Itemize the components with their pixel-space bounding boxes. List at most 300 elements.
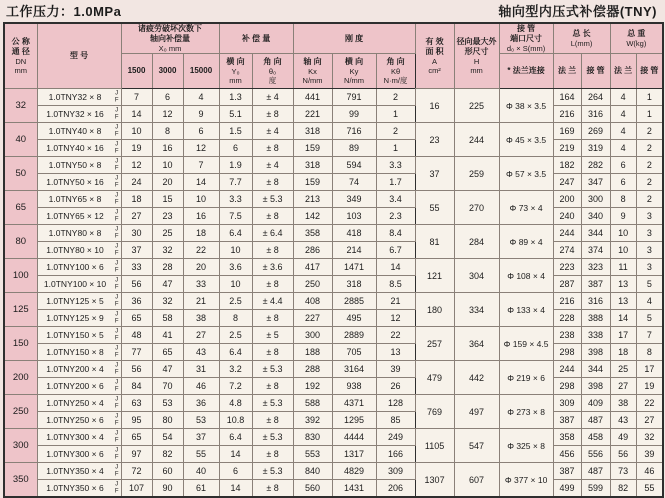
dn-cell: 100: [4, 259, 37, 293]
model-cell: [37, 276, 121, 293]
model-label: 1.0TNY40 × 16: [46, 143, 104, 154]
lateral-comp-cell: 14: [219, 446, 252, 463]
x1500-cell: 19: [121, 140, 152, 157]
header-line: θ₀: [268, 67, 277, 76]
table-row: [4, 293, 663, 310]
jf-marker: J F: [114, 346, 119, 359]
radial-dim-cell: 270: [454, 191, 499, 225]
table-row: [4, 225, 663, 242]
weight-flange-cell: 4: [610, 89, 636, 106]
header-line: 面 积: [425, 46, 444, 56]
length-pipe-cell: 344: [581, 225, 610, 242]
length-flange-cell: 240: [553, 208, 581, 225]
length-flange-cell: 216: [553, 293, 581, 310]
angular-comp-cell: ± 4.4: [252, 293, 293, 310]
x3000-cell: 25: [152, 225, 183, 242]
lateral-comp-cell: 3.2: [219, 361, 252, 378]
length-flange-cell: 228: [553, 310, 581, 327]
axial-stiffness-cell: 300: [293, 327, 332, 344]
header-line: mm: [229, 76, 242, 86]
x3000-cell: 20: [152, 174, 183, 191]
jf-marker: J F: [114, 210, 119, 223]
x1500-cell: 77: [121, 344, 152, 361]
x3000-cell: 28: [152, 259, 183, 276]
angular-comp-cell: ± 8: [252, 412, 293, 429]
angular-comp-cell: ± 4: [252, 157, 293, 174]
lateral-comp-cell: 6: [219, 463, 252, 480]
x3000-cell: 70: [152, 378, 183, 395]
x1500-cell: 65: [121, 310, 152, 327]
header-line: Y₀: [231, 67, 240, 76]
header-line: mm: [14, 66, 27, 76]
table-row: [4, 208, 663, 225]
table-row: [4, 327, 663, 344]
jf-marker: J F: [114, 193, 119, 206]
header-flange-connection: * 法兰连接: [499, 54, 553, 89]
length-flange-cell: 238: [553, 327, 581, 344]
header-weight-flange: 法 兰: [610, 54, 636, 89]
header-line: cm²: [428, 66, 441, 76]
radial-dim-cell: 547: [454, 429, 499, 463]
jf-marker: J F: [114, 431, 119, 444]
x15000-cell: 9: [183, 106, 219, 123]
header-line: 诸疲劳破坏次数下: [138, 24, 203, 33]
header-line: 角 向: [386, 57, 405, 66]
model-label: 1.0TNY32 × 8: [48, 92, 102, 103]
length-flange-cell: 358: [553, 429, 581, 446]
axial-stiffness-cell: 250: [293, 276, 332, 293]
weight-flange-cell: 9: [610, 208, 636, 225]
jf-marker: J F: [114, 91, 119, 104]
length-flange-cell: 309: [553, 395, 581, 412]
length-pipe-cell: 344: [581, 361, 610, 378]
header-total-length: [553, 23, 610, 54]
axial-stiffness-cell: 213: [293, 191, 332, 208]
header-stiffness-group: 刚 度: [293, 23, 415, 54]
lateral-comp-cell: 1.5: [219, 123, 252, 140]
header-line: 有 效: [425, 36, 444, 46]
model-cell: [37, 378, 121, 395]
weight-flange-cell: 17: [610, 327, 636, 344]
port-size-cell: Φ 57 × 3.5: [499, 157, 553, 191]
table-row: [4, 429, 663, 446]
jf-marker: J F: [114, 363, 119, 376]
table-row: [4, 446, 663, 463]
weight-flange-cell: 49: [610, 429, 636, 446]
weight-pipe-cell: 4: [636, 293, 663, 310]
angular-stiffness-cell: 13: [376, 344, 415, 361]
header-line: N/mm: [344, 76, 365, 86]
x3000-cell: 53: [152, 395, 183, 412]
axial-stiffness-cell: 588: [293, 395, 332, 412]
angular-stiffness-cell: 85: [376, 412, 415, 429]
length-pipe-cell: 323: [581, 259, 610, 276]
model-cell: [37, 242, 121, 259]
x1500-cell: 63: [121, 395, 152, 412]
angular-stiffness-cell: 1: [376, 106, 415, 123]
axial-stiffness-cell: 417: [293, 259, 332, 276]
jf-marker: J F: [114, 448, 119, 461]
weight-pipe-cell: 1: [636, 106, 663, 123]
header-line: 总 长: [572, 29, 591, 38]
table-row: [4, 106, 663, 123]
model-cell: [37, 480, 121, 498]
x3000-cell: 8: [152, 123, 183, 140]
x3000-cell: 60: [152, 463, 183, 480]
weight-flange-cell: 11: [610, 259, 636, 276]
x3000-cell: 47: [152, 361, 183, 378]
x3000-cell: 6: [152, 89, 183, 106]
area-cell: 257: [415, 327, 454, 361]
lateral-comp-cell: 10: [219, 242, 252, 259]
area-cell: 1307: [415, 463, 454, 498]
table-row: [4, 191, 663, 208]
length-pipe-cell: 398: [581, 344, 610, 361]
axial-stiffness-cell: 227: [293, 310, 332, 327]
header-line: 度: [268, 76, 277, 86]
dn-cell: 350: [4, 463, 37, 498]
weight-flange-cell: 38: [610, 395, 636, 412]
axial-stiffness-cell: 830: [293, 429, 332, 446]
weight-pipe-cell: 17: [636, 361, 663, 378]
jf-marker: J F: [114, 261, 119, 274]
x1500-cell: 37: [121, 242, 152, 259]
model-cell: [37, 191, 121, 208]
length-pipe-cell: 338: [581, 327, 610, 344]
x1500-cell: 36: [121, 293, 152, 310]
x15000-cell: 38: [183, 310, 219, 327]
jf-marker: J F: [114, 278, 119, 291]
angular-comp-cell: ± 5.3: [252, 429, 293, 446]
x15000-cell: 43: [183, 344, 219, 361]
table-row: [4, 242, 663, 259]
angular-stiffness-cell: 249: [376, 429, 415, 446]
header-line: A: [432, 56, 438, 66]
model-cell: [37, 106, 121, 123]
axial-stiffness-cell: 159: [293, 174, 332, 191]
angular-comp-cell: ± 4: [252, 123, 293, 140]
table-row: [4, 310, 663, 327]
jf-marker: J F: [114, 295, 119, 308]
x15000-cell: 55: [183, 446, 219, 463]
table-row: [4, 89, 663, 106]
x15000-cell: 12: [183, 140, 219, 157]
length-pipe-cell: 347: [581, 174, 610, 191]
angular-comp-cell: ± 8: [252, 378, 293, 395]
length-flange-cell: 298: [553, 378, 581, 395]
lateral-comp-cell: 10: [219, 276, 252, 293]
model-label: 1.0TNY100 × 6: [46, 262, 104, 273]
lateral-stiffness-cell: 495: [332, 310, 376, 327]
header-line: 接 管: [516, 24, 536, 33]
x15000-cell: 31: [183, 361, 219, 378]
lateral-comp-cell: 6: [219, 140, 252, 157]
weight-pipe-cell: 22: [636, 395, 663, 412]
angular-stiffness-cell: 39: [376, 361, 415, 378]
angular-comp-cell: ± 5: [252, 327, 293, 344]
table-row: [4, 140, 663, 157]
model-cell: [37, 89, 121, 106]
product-title: 轴向型内压式补偿器(TNY): [498, 4, 657, 19]
header-line: N·m/度: [383, 76, 408, 86]
length-pipe-cell: 340: [581, 208, 610, 225]
x1500-cell: 18: [121, 191, 152, 208]
lateral-stiffness-cell: 1295: [332, 412, 376, 429]
lateral-stiffness-cell: 4444: [332, 429, 376, 446]
model-label: 1.0TNY300 × 4: [46, 432, 104, 443]
model-cell: [37, 344, 121, 361]
port-size-cell: Φ 325 × 8: [499, 429, 553, 463]
lateral-stiffness-cell: 705: [332, 344, 376, 361]
header-total-weight: [610, 23, 663, 54]
port-size-cell: Φ 108 × 4: [499, 259, 553, 293]
x3000-cell: 15: [152, 191, 183, 208]
angular-comp-cell: ± 8: [252, 242, 293, 259]
angular-stiffness-cell: 3.4: [376, 191, 415, 208]
length-flange-cell: 219: [553, 140, 581, 157]
angular-comp-cell: ± 8: [252, 174, 293, 191]
x1500-cell: 72: [121, 463, 152, 480]
weight-flange-cell: 4: [610, 140, 636, 157]
header-x15000: 15000: [183, 54, 219, 89]
axial-stiffness-cell: 192: [293, 378, 332, 395]
weight-flange-cell: 18: [610, 344, 636, 361]
lateral-stiffness-cell: 89: [332, 140, 376, 157]
header-line: Kx: [308, 67, 317, 76]
lateral-comp-cell: 4.8: [219, 395, 252, 412]
area-cell: 180: [415, 293, 454, 327]
lateral-comp-cell: 3.3: [219, 191, 252, 208]
length-flange-cell: 244: [553, 225, 581, 242]
length-pipe-cell: 487: [581, 412, 610, 429]
jf-marker: J F: [114, 244, 119, 257]
angular-comp-cell: ± 5.3: [252, 463, 293, 480]
radial-dim-cell: 225: [454, 89, 499, 123]
model-cell: [37, 259, 121, 276]
header-x3000: 3000: [152, 54, 183, 89]
lateral-stiffness-cell: 2889: [332, 327, 376, 344]
length-pipe-cell: 282: [581, 157, 610, 174]
lateral-stiffness-cell: 1471: [332, 259, 376, 276]
x1500-cell: 107: [121, 480, 152, 498]
x15000-cell: 40: [183, 463, 219, 480]
x15000-cell: 53: [183, 412, 219, 429]
weight-pipe-cell: 3: [636, 242, 663, 259]
x15000-cell: 22: [183, 242, 219, 259]
x1500-cell: 56: [121, 276, 152, 293]
x3000-cell: 32: [152, 242, 183, 259]
weight-flange-cell: 4: [610, 123, 636, 140]
model-label: 1.0TNY125 × 5: [46, 296, 104, 307]
header-line: 形尺寸: [464, 46, 489, 56]
angular-stiffness-cell: 14: [376, 259, 415, 276]
x1500-cell: 30: [121, 225, 152, 242]
model-cell: [37, 208, 121, 225]
header-port-size: [499, 23, 553, 54]
table-row: [4, 276, 663, 293]
angular-stiffness-cell: 166: [376, 446, 415, 463]
weight-flange-cell: 6: [610, 174, 636, 191]
model-label: 1.0TNY65 × 8: [48, 194, 102, 205]
x3000-cell: 47: [152, 276, 183, 293]
x15000-cell: 6: [183, 123, 219, 140]
model-label: 1.0TNY32 × 16: [46, 109, 104, 120]
model-label: 1.0TNY200 × 4: [46, 364, 104, 375]
model-label: 1.0TNY50 × 16: [46, 177, 104, 188]
jf-marker: J F: [114, 380, 119, 393]
area-cell: 1105: [415, 429, 454, 463]
area-cell: 769: [415, 395, 454, 429]
header-angular-stiffness: [376, 54, 415, 89]
area-cell: 81: [415, 225, 454, 259]
area-cell: 16: [415, 89, 454, 123]
angular-stiffness-cell: 309: [376, 463, 415, 480]
length-flange-cell: 200: [553, 191, 581, 208]
model-cell: [37, 293, 121, 310]
dn-cell: 50: [4, 157, 37, 191]
lateral-comp-cell: 3.6: [219, 259, 252, 276]
header-area: [415, 23, 454, 89]
spec-table: [3, 22, 664, 498]
model-cell: [37, 140, 121, 157]
weight-pipe-cell: 2: [636, 191, 663, 208]
lateral-comp-cell: 2.5: [219, 293, 252, 310]
angular-comp-cell: ± 8: [252, 480, 293, 498]
length-flange-cell: 182: [553, 157, 581, 174]
lateral-stiffness-cell: 716: [332, 123, 376, 140]
x1500-cell: 48: [121, 327, 152, 344]
length-flange-cell: 298: [553, 344, 581, 361]
lateral-stiffness-cell: 1431: [332, 480, 376, 498]
lateral-stiffness-cell: 99: [332, 106, 376, 123]
header-line: 横 向: [344, 57, 364, 66]
header-line: 公 称: [11, 36, 30, 46]
axial-stiffness-cell: 408: [293, 293, 332, 310]
radial-dim-cell: 497: [454, 395, 499, 429]
dn-cell: 32: [4, 89, 37, 123]
length-flange-cell: 387: [553, 412, 581, 429]
x15000-cell: 37: [183, 429, 219, 446]
angular-stiffness-cell: 8.4: [376, 225, 415, 242]
angular-stiffness-cell: 2.3: [376, 208, 415, 225]
title-bar: [0, 0, 665, 22]
area-cell: 479: [415, 361, 454, 395]
length-pipe-cell: 409: [581, 395, 610, 412]
jf-marker: J F: [114, 465, 119, 478]
jf-marker: J F: [114, 312, 119, 325]
model-label: 1.0TNY50 × 8: [48, 160, 102, 171]
weight-pipe-cell: 2: [636, 174, 663, 191]
port-size-cell: Φ 89 × 4: [499, 225, 553, 259]
weight-pipe-cell: 55: [636, 480, 663, 498]
lateral-comp-cell: 8: [219, 310, 252, 327]
lateral-comp-cell: 7.7: [219, 174, 252, 191]
jf-marker: J F: [114, 227, 119, 240]
weight-flange-cell: 8: [610, 191, 636, 208]
x3000-cell: 54: [152, 429, 183, 446]
angular-comp-cell: ± 5.3: [252, 191, 293, 208]
length-flange-cell: 274: [553, 242, 581, 259]
table-row: [4, 361, 663, 378]
header-weight-pipe: 接 管: [636, 54, 663, 89]
lateral-comp-cell: 10.8: [219, 412, 252, 429]
jf-marker: J F: [114, 125, 119, 138]
lateral-stiffness-cell: 214: [332, 242, 376, 259]
port-size-cell: Φ 133 × 4: [499, 293, 553, 327]
header-line: H: [473, 56, 480, 66]
model-label: 1.0TNY350 × 6: [46, 483, 104, 494]
jf-marker: J F: [114, 176, 119, 189]
lateral-stiffness-cell: 594: [332, 157, 376, 174]
table-row: [4, 412, 663, 429]
x1500-cell: 14: [121, 106, 152, 123]
lateral-stiffness-cell: 103: [332, 208, 376, 225]
port-size-cell: Φ 45 × 3.5: [499, 123, 553, 157]
table-row: [4, 174, 663, 191]
weight-flange-cell: 82: [610, 480, 636, 498]
x3000-cell: 82: [152, 446, 183, 463]
table-row: [4, 157, 663, 174]
axial-stiffness-cell: 221: [293, 106, 332, 123]
x15000-cell: 4: [183, 89, 219, 106]
axial-stiffness-cell: 358: [293, 225, 332, 242]
x1500-cell: 97: [121, 446, 152, 463]
model-cell: [37, 361, 121, 378]
header-fatigue-group: [121, 23, 219, 54]
length-pipe-cell: 319: [581, 140, 610, 157]
header-angular-comp: [252, 54, 293, 89]
x3000-cell: 80: [152, 412, 183, 429]
x3000-cell: 12: [152, 106, 183, 123]
model-label: 1.0TNY150 × 5: [46, 330, 104, 341]
angular-stiffness-cell: 8.5: [376, 276, 415, 293]
lateral-comp-cell: 6.4: [219, 429, 252, 446]
lateral-stiffness-cell: 3164: [332, 361, 376, 378]
model-cell: [37, 395, 121, 412]
dn-cell: 80: [4, 225, 37, 259]
header-x1500: 1500: [121, 54, 152, 89]
jf-marker: J F: [114, 397, 119, 410]
weight-flange-cell: 13: [610, 276, 636, 293]
weight-pipe-cell: 19: [636, 378, 663, 395]
angular-stiffness-cell: 3.3: [376, 157, 415, 174]
angular-stiffness-cell: 2: [376, 89, 415, 106]
radial-dim-cell: 259: [454, 157, 499, 191]
length-flange-cell: 164: [553, 89, 581, 106]
axial-stiffness-cell: 560: [293, 480, 332, 498]
x3000-cell: 16: [152, 140, 183, 157]
weight-flange-cell: 4: [610, 106, 636, 123]
angular-stiffness-cell: 206: [376, 480, 415, 498]
model-label: 1.0TNY250 × 4: [46, 398, 104, 409]
angular-stiffness-cell: 26: [376, 378, 415, 395]
model-label: 1.0TNY200 × 6: [46, 381, 104, 392]
x1500-cell: 95: [121, 412, 152, 429]
axial-stiffness-cell: 159: [293, 140, 332, 157]
axial-stiffness-cell: 553: [293, 446, 332, 463]
model-cell: [37, 412, 121, 429]
angular-comp-cell: ± 8: [252, 208, 293, 225]
x1500-cell: 33: [121, 259, 152, 276]
angular-comp-cell: ± 8: [252, 446, 293, 463]
weight-pipe-cell: 5: [636, 310, 663, 327]
x15000-cell: 33: [183, 276, 219, 293]
x1500-cell: 24: [121, 174, 152, 191]
axial-stiffness-cell: 188: [293, 344, 332, 361]
length-pipe-cell: 387: [581, 276, 610, 293]
lateral-comp-cell: 1.3: [219, 89, 252, 106]
length-flange-cell: 169: [553, 123, 581, 140]
